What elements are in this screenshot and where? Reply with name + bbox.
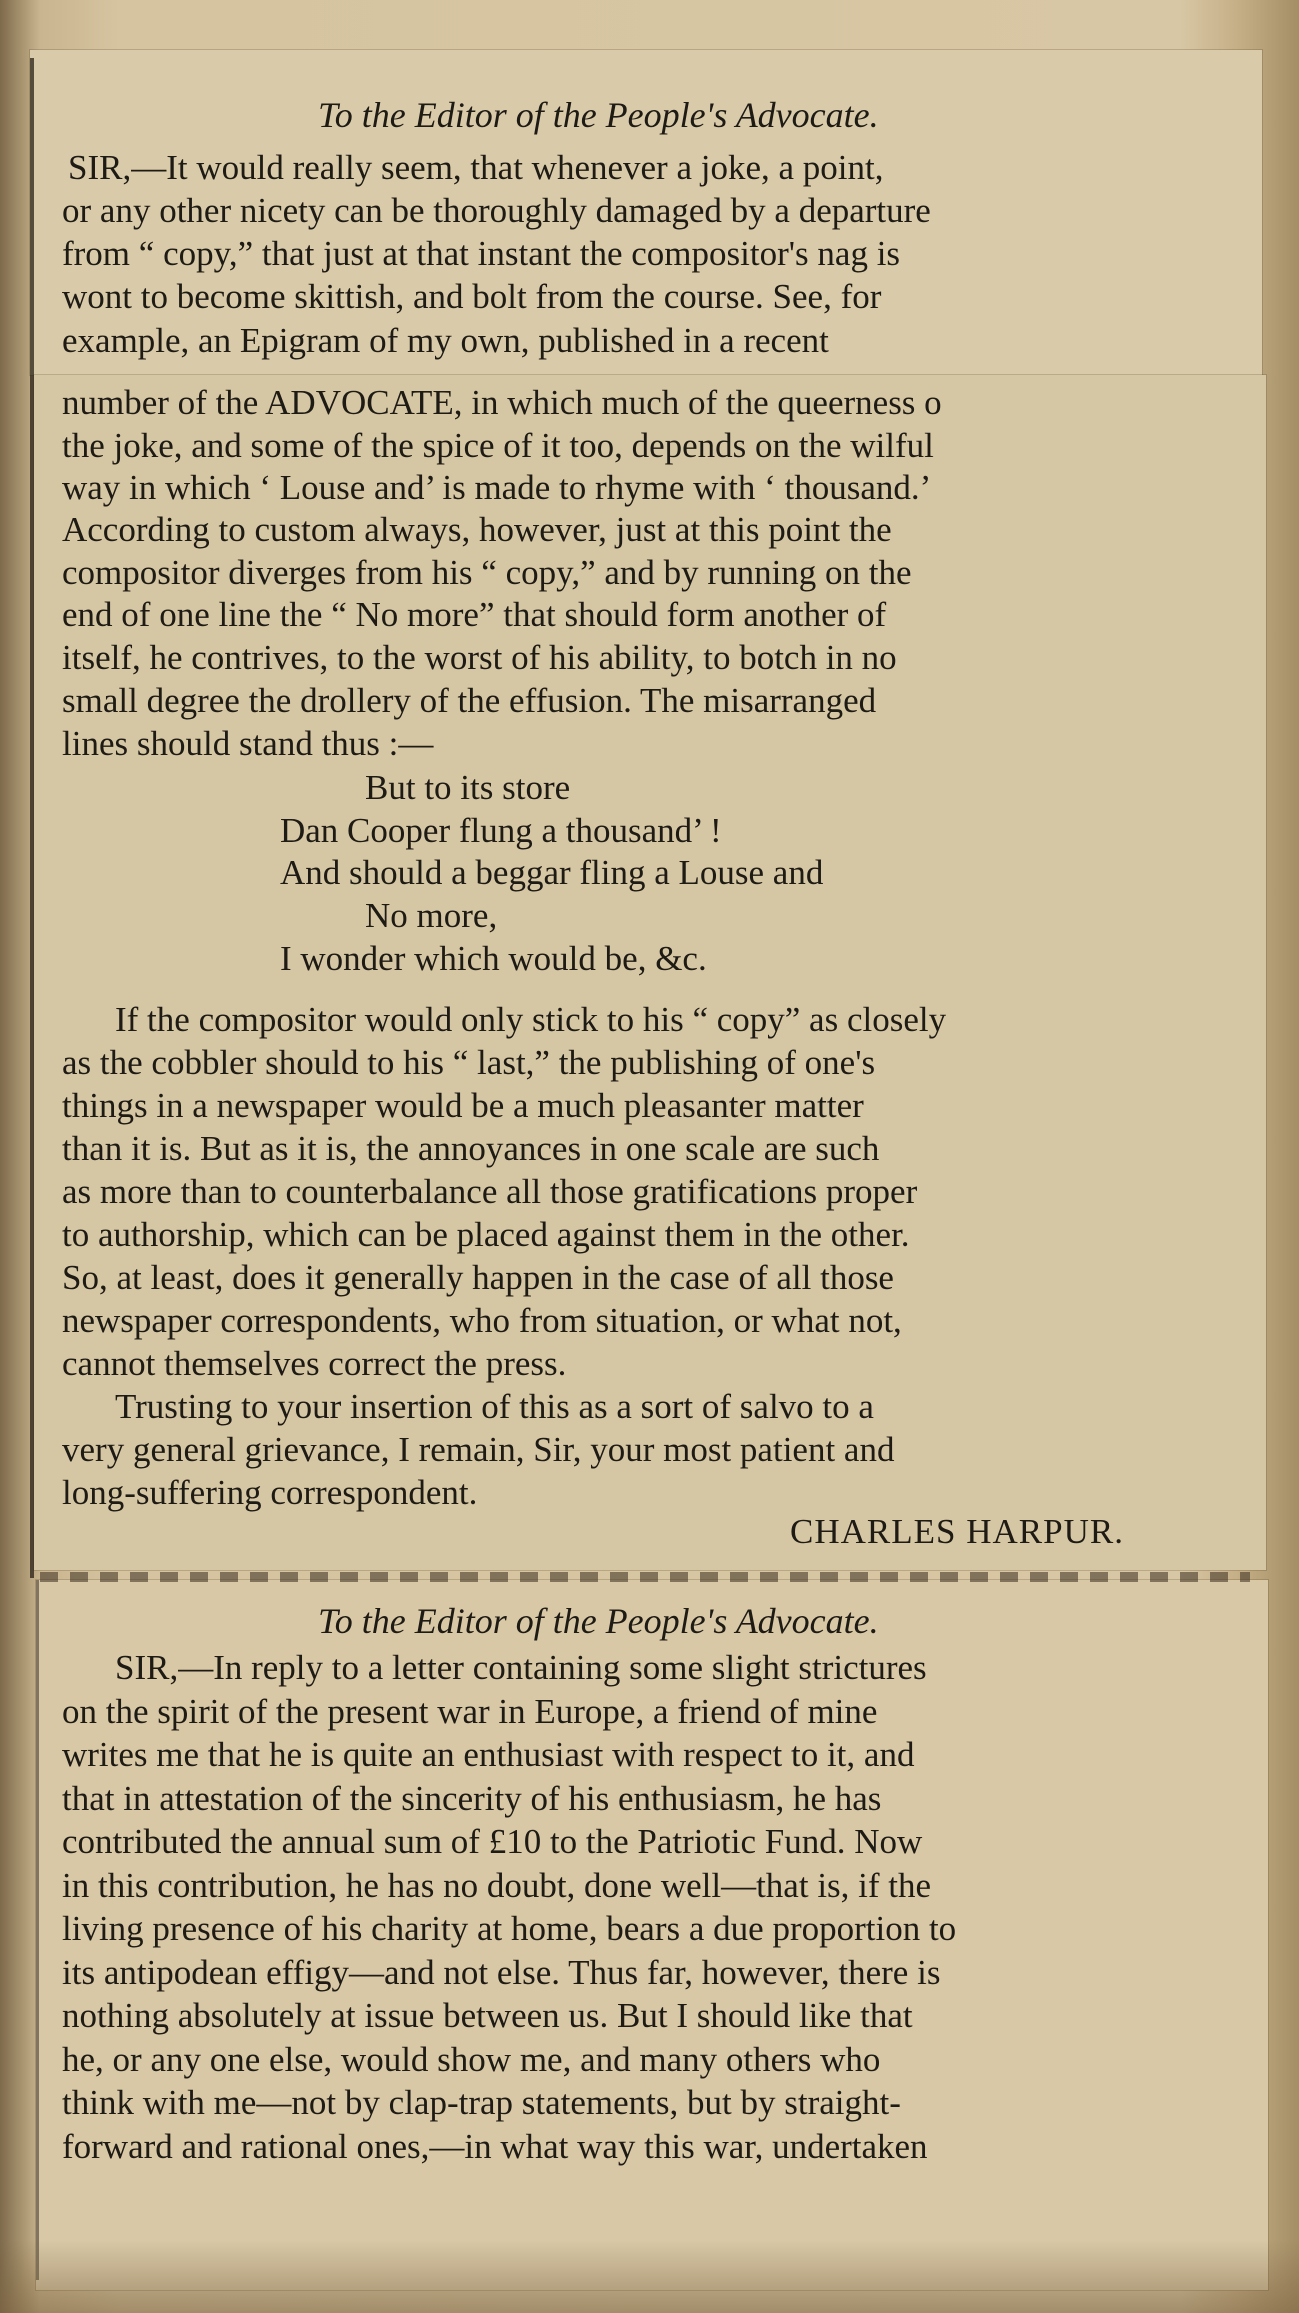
text-line: writes me that he is quite an enthusiast with respect to it, and: [62, 1735, 915, 1774]
text-line: forward and rational ones,—in what way this war, undertaken: [62, 2127, 928, 2166]
text-line: end of one line the “ No more” that should form another of: [62, 595, 887, 634]
text-line: from “ copy,” that just at that instant the compositor's nag is: [62, 234, 901, 273]
verse-line: Dan Cooper flung a thousand’ !: [280, 811, 722, 850]
text-line: number of the ADVOCATE, in which much of the queerness o: [62, 383, 942, 422]
text-line: way in which ‘ Louse and’ is made to rhyme with ‘ thousand.’: [62, 468, 932, 507]
letter-1-heading: To the Editor of the People's Advocate.: [318, 95, 879, 135]
text-line: SIR,—In reply to a letter containing some slight strictures: [115, 1648, 927, 1687]
text-line: that in attestation of the sincerity of his enthusiasm, he has: [62, 1779, 882, 1818]
text-line: newspaper correspondents, who from situation, or what not,: [62, 1301, 902, 1340]
text-line: example, an Epigram of my own, published in a recent: [62, 321, 829, 360]
verse-line: No more,: [365, 896, 498, 935]
verse-line: But to its store: [365, 768, 571, 807]
text-line: living presence of his charity at home, bears a due proportion to: [62, 1909, 957, 1948]
text-line: to authorship, which can be placed against them in the other.: [62, 1215, 910, 1254]
text-line: contributed the annual sum of £10 to the Patriotic Fund. Now: [62, 1822, 923, 1861]
letter-2-heading: To the Editor of the People's Advocate.: [318, 1601, 879, 1641]
verse-line: And should a beggar fling a Louse and: [280, 853, 824, 892]
text-line: as more than to counterbalance all those gratifications proper: [62, 1172, 918, 1211]
verse-line: I wonder which would be, &c.: [280, 939, 707, 978]
text-line: itself, he contrives, to the worst of his ability, to botch in no: [62, 638, 897, 677]
column-rule: [30, 58, 34, 1578]
signature: CHARLES HARPUR.: [790, 1512, 1124, 1551]
text-line: things in a newspaper would be a much pleasanter matter: [62, 1086, 864, 1125]
text-line: as the cobbler should to his “ last,” the publishing of one's: [62, 1043, 876, 1082]
text-line: very general grievance, I remain, Sir, your most patient and: [62, 1430, 895, 1469]
text-line: on the spirit of the present war in Europe, a friend of mine: [62, 1692, 878, 1731]
text-line: its antipodean effigy—and not else. Thus far, however, there is: [62, 1953, 941, 1992]
text-line: he, or any one else, would show me, and many others who: [62, 2040, 881, 2079]
text-line: nothing absolutely at issue between us. But I should like that: [62, 1996, 913, 2035]
text-line: or any other nicety can be thoroughly damaged by a departure: [62, 191, 931, 230]
text-line: small degree the drollery of the effusion. The misarranged: [62, 681, 877, 720]
text-line: Trusting to your insertion of this as a sort of salvo to a: [115, 1387, 874, 1426]
text-line: wont to become skittish, and bolt from the course. See, for: [62, 277, 882, 316]
text-line: in this contribution, he has no doubt, done well—that is, if the: [62, 1866, 932, 1905]
text-line: According to custom always, however, just at this point the: [62, 510, 892, 549]
text-line: So, at least, does it generally happen in the case of all those: [62, 1258, 894, 1297]
text-line: SIR,—It would really seem, that whenever a joke, a point,: [68, 148, 884, 187]
text-line: If the compositor would only stick to his “ copy” as closely: [115, 1000, 947, 1039]
text-line: cannot themselves correct the press.: [62, 1344, 567, 1383]
torn-edge: [40, 1572, 1250, 1582]
page-stain: [0, 2240, 1299, 2313]
text-line: long-suffering correspondent.: [62, 1473, 478, 1512]
text-line: compositor diverges from his “ copy,” and by running on the: [62, 553, 912, 592]
text-line: think with me—not by clap-trap statements, but by straight-: [62, 2083, 901, 2122]
text-line: the joke, and some of the spice of it too, depends on the wilful: [62, 426, 934, 465]
column-rule: [36, 1580, 39, 2280]
text-line: lines should stand thus :—: [62, 724, 434, 763]
text-line: than it is. But as it is, the annoyances in one scale are such: [62, 1129, 880, 1168]
